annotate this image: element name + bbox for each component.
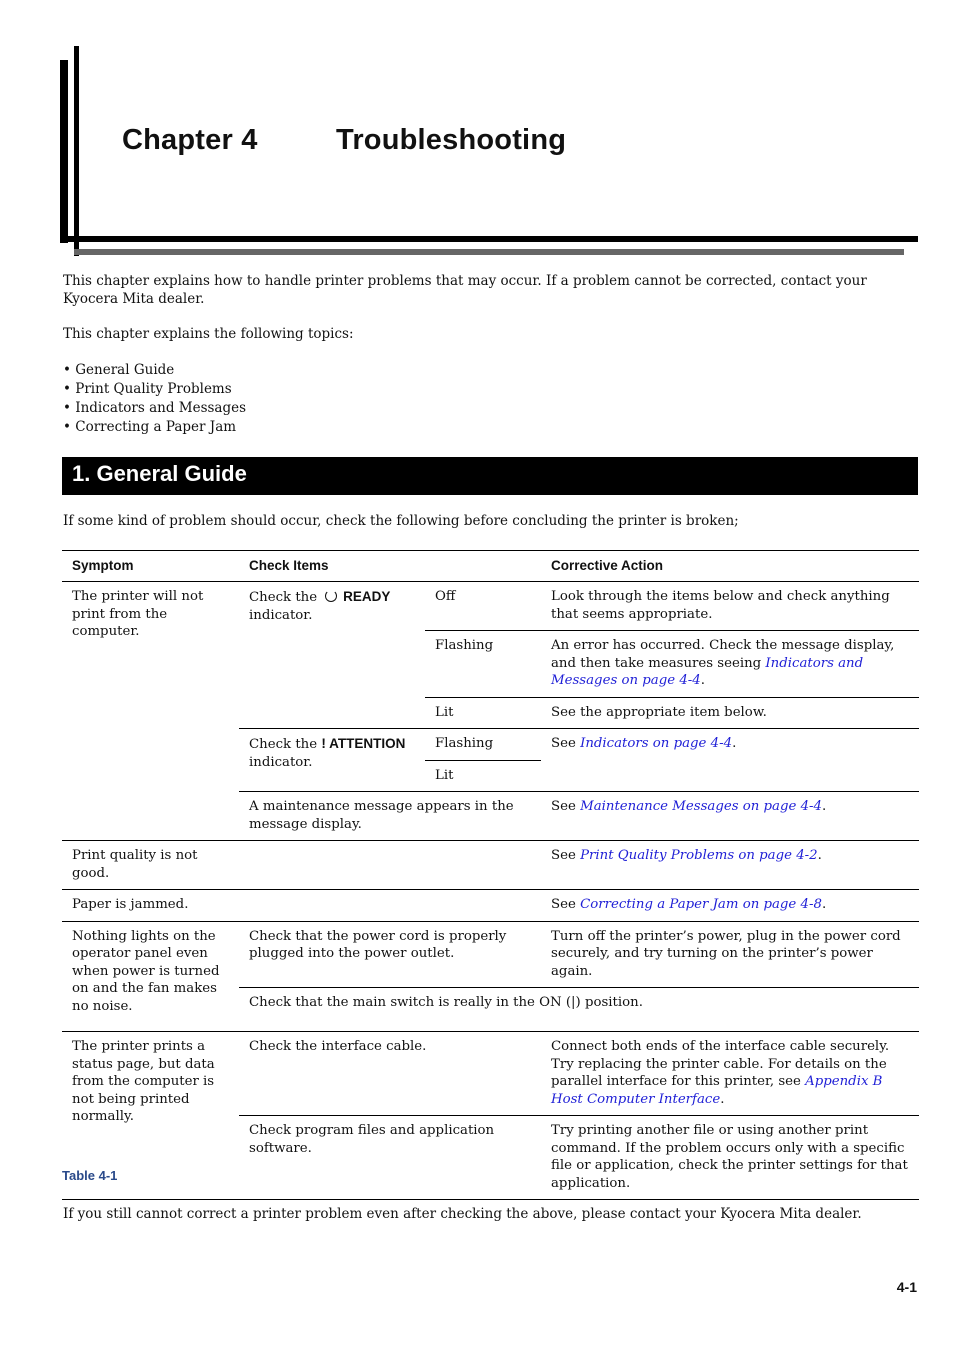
list-item: • Print Quality Problems [63, 380, 246, 399]
section-lead: If some kind of problem should occur, check the following before concluding the printer is broken; [63, 513, 739, 529]
action-cell: Look through the items below and check anything that seems appropriate. [541, 582, 919, 631]
list-item: • Correcting a Paper Jam [63, 418, 246, 437]
action-cell: See Indicators on page 4-4. [541, 729, 919, 792]
link-paper-jam[interactable]: Correcting a Paper Jam on page 4-8 [580, 897, 822, 912]
check-cell: Check program files and application software. [239, 1116, 541, 1200]
list-item: • General Guide [63, 361, 246, 380]
chapter-title [122, 124, 566, 157]
symptom-cell: The printer prints a status page, but data from the computer is not being printed normally. [62, 1032, 239, 1200]
intro-paragraph: This chapter explains how to handle printer problems that may occur. If a problem cannot be corrected, contact your Kyocera Mita dealer. [63, 273, 867, 307]
section-heading-band [62, 457, 918, 495]
troubleshooting-table [62, 550, 919, 1200]
header-check-items: Check Items [239, 551, 541, 582]
action-cell: See Maintenance Messages on page 4-4. [541, 792, 919, 841]
action-cell: Connect both ends of the interface cable securely. Try replacing the printer cable. For details on the parallel interface for this printer, see Appendix B Host Computer Interface. [541, 1032, 919, 1116]
check-cell: Check that the main switch is really in the ON (|) position. [239, 988, 919, 1032]
table-row [62, 1032, 919, 1116]
check-cell: Check that the power cord is properly plugged into the power outlet. [239, 921, 541, 988]
state-cell: Flashing [425, 631, 541, 698]
closing-paragraph: If you still cannot correct a printer problem even after checking the above, please contact your Kyocera Mita dealer. [63, 1206, 862, 1222]
check-cell: A maintenance message appears in the message display. [239, 792, 541, 841]
action-cell: Turn off the printer’s power, plug in the power cord securely, and try turning on the printer’s power again. [541, 921, 919, 988]
table-header-row [62, 551, 919, 582]
chapter-frame-rule-top [60, 236, 918, 242]
check-cell: Check the interface cable. [239, 1032, 541, 1116]
state-cell: Flashing [425, 729, 541, 761]
section-heading: 1. General Guide [72, 461, 247, 486]
header-corrective-action: Corrective Action [541, 551, 919, 582]
action-cell: See Correcting a Paper Jam on page 4-8. [541, 890, 919, 922]
symptom-cell: Print quality is not good. [62, 841, 239, 890]
ready-keyword: READY [343, 589, 391, 604]
table-row [62, 890, 919, 922]
symptom-cell: Nothing lights on the operator panel even when power is turned on and the fan makes no noise. [62, 921, 239, 1032]
link-appendix-b[interactable]: Appendix B Host Computer Interface [551, 1074, 883, 1107]
state-cell: Lit [425, 697, 541, 729]
check-cell [239, 841, 541, 890]
link-indicators-messages[interactable]: Indicators and Messages on page 4-4 [551, 655, 864, 688]
action-cell: See the appropriate item below. [541, 697, 919, 729]
link-maintenance-messages[interactable]: Maintenance Messages on page 4-4 [580, 799, 823, 814]
link-print-quality[interactable]: Print Quality Problems on page 4-2 [580, 848, 818, 863]
symptom-cell: The printer will not print from the computer. [62, 582, 239, 841]
state-cell: Lit [425, 760, 541, 792]
attention-keyword: ! ATTENTION [321, 736, 406, 751]
check-cell [239, 890, 541, 922]
table-row [62, 582, 919, 631]
action-cell: See Print Quality Problems on page 4-2. [541, 841, 919, 890]
chapter-frame-rule-bottom [74, 249, 904, 255]
table-row [62, 841, 919, 890]
header-symptom: Symptom [62, 551, 239, 582]
table-caption: Table 4-1 [62, 1168, 118, 1183]
action-cell: An error has occurred. Check the message display, and then take measures seeing Indicators and Messages on page 4-4. [541, 631, 919, 698]
action-cell: Try printing another file or using another print command. If the problem occurs only with a specific file or application, check the printer settings for that application. [541, 1116, 919, 1200]
topics-intro: This chapter explains the following topics: [63, 326, 354, 342]
chapter-frame-left-thick [60, 60, 68, 243]
link-indicators[interactable]: Indicators on page 4-4 [580, 736, 733, 751]
list-item: • Indicators and Messages [63, 399, 246, 418]
chapter-frame-left-thin [74, 46, 79, 256]
check-attention-cell: Check the ! ATTENTION indicator. [239, 729, 425, 792]
check-ready-cell: Check the READY indicator. [239, 582, 425, 729]
chapter-name: Troubleshooting [336, 124, 567, 156]
symptom-cell: Paper is jammed. [62, 890, 239, 922]
state-cell: Off [425, 582, 541, 631]
table-row [62, 921, 919, 988]
page-number: 4-1 [896, 1279, 917, 1295]
chapter-number: Chapter 4 [122, 124, 258, 156]
topics-list [63, 361, 246, 437]
power-icon [325, 590, 337, 602]
